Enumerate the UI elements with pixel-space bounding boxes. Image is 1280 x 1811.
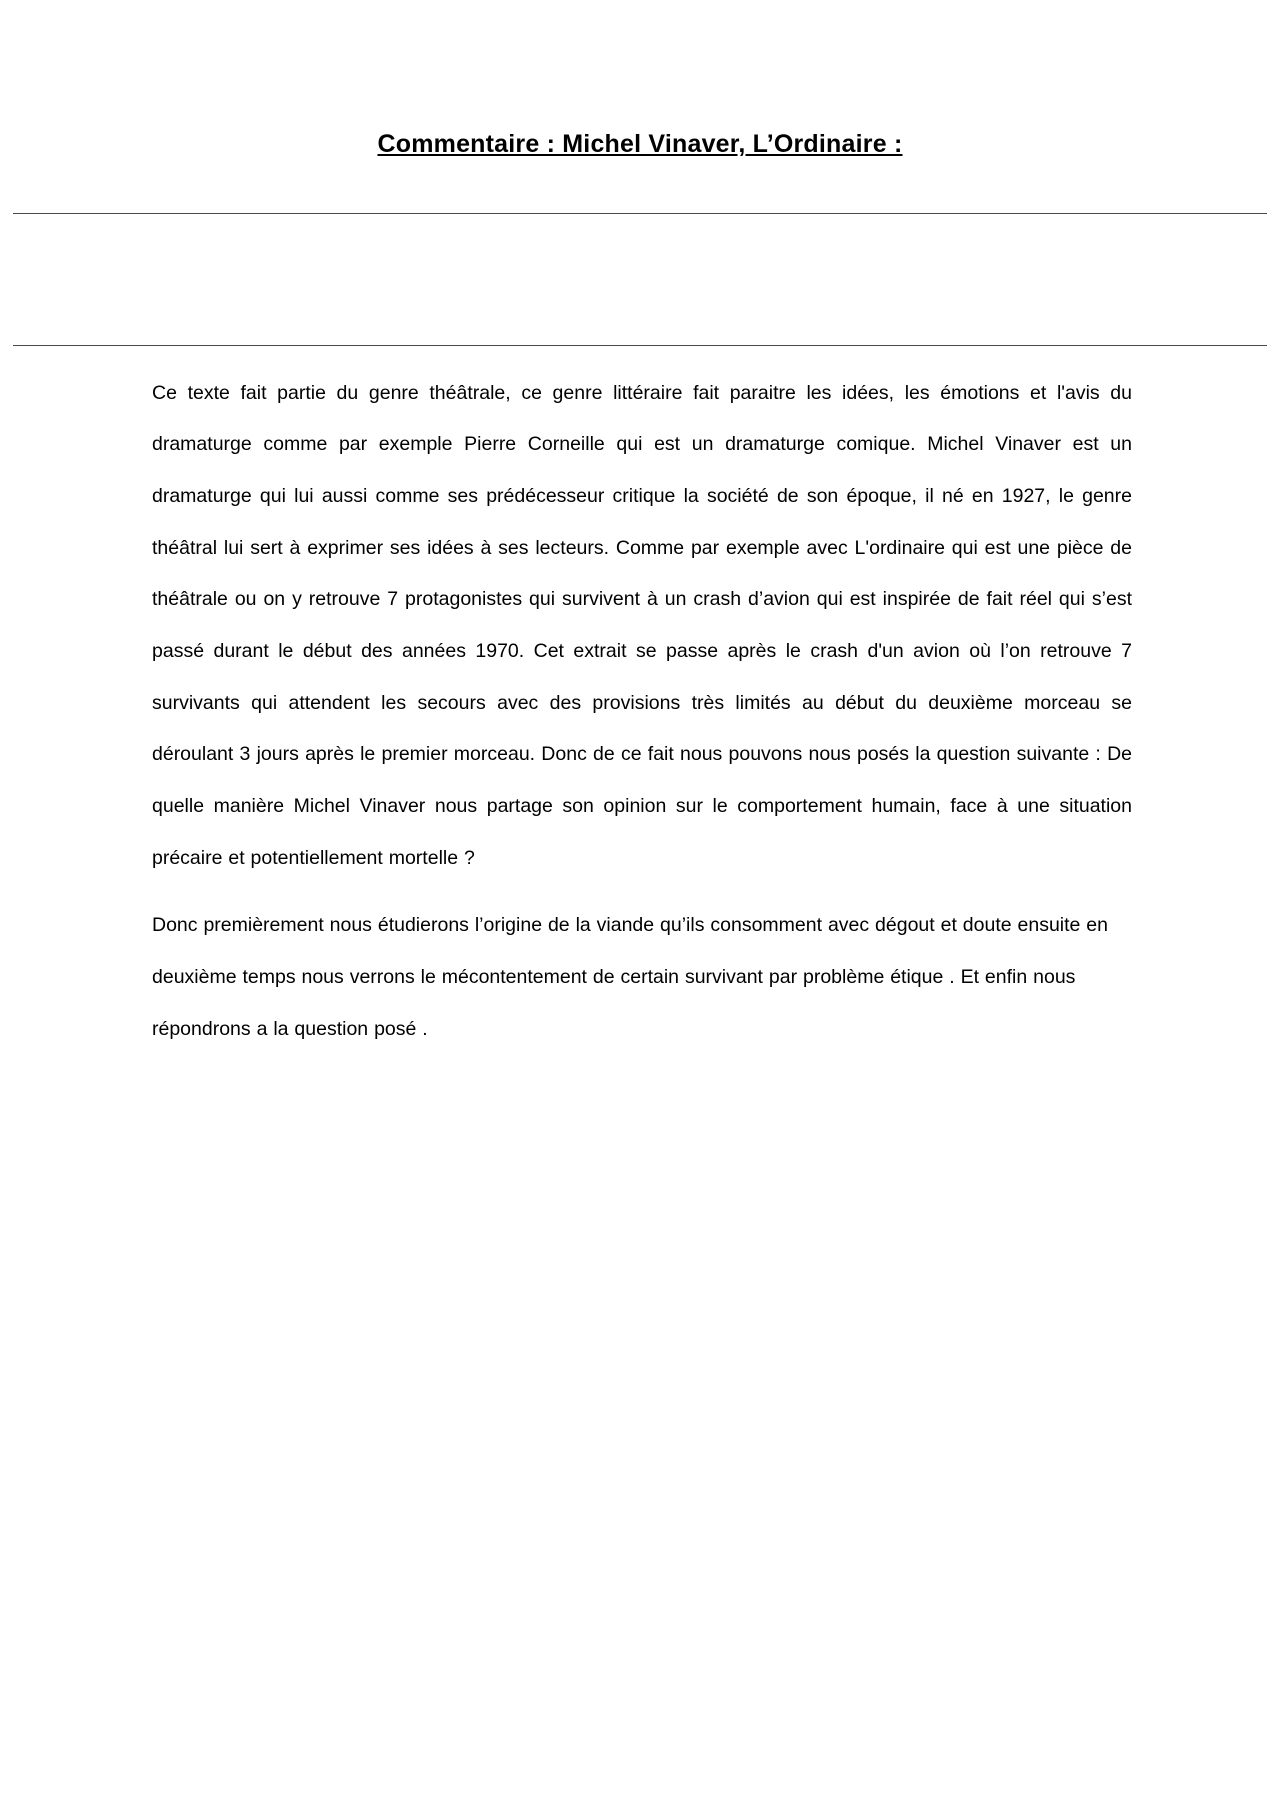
paragraph-intro: Ce texte fait partie du genre théâtrale, ce genre littéraire fait paraitre les idées, les émotions et l'avis du dramaturge comme par exemple Pierre Corneille qui est un dramaturge comique. Michel Vinaver est un dramaturge qui lui aussi comme ses prédécesseur critique la société de son époque, il né en 1927, le genre théâtral lui sert à exprimer ses idées à ses lecteurs. Comme par exemple avec L'ordinaire qui est une pièce de théâtrale ou on y retrouve 7 protagonistes qui survivent à un crash d’avion qui est inspirée de fait réel qui s’est passé durant le début des années 1970. Cet extrait se passe après le crash d'un avion où l’on retrouve 7 survivants qui attendent les secours avec des provisions très limités au début du deuxième morceau se déroulant 3 jours après le premier morceau. Donc de ce fait nous pouvons nous posés la question suivante : De quelle manière Michel Vinaver nous partage son opinion sur le comportement humain, face à une situation précaire et potentiellement mortelle ? bbox=[152, 381, 1132, 869]
header-divider bbox=[13, 213, 1267, 214]
paragraph-annonce-plan: Donc premièrement nous étudierons l’origine de la viande qu’ils consomment avec dégout et doute ensuite en deuxième temps nous verrons le mécontentement de certain survivant par problème étique . Et enfin nous répondrons a la question posé . bbox=[152, 914, 1108, 1040]
document-body bbox=[0, 368, 1280, 1056]
page-title: Commentaire : Michel Vinaver, L’Ordinaire : bbox=[377, 130, 903, 158]
body-divider bbox=[13, 345, 1267, 346]
